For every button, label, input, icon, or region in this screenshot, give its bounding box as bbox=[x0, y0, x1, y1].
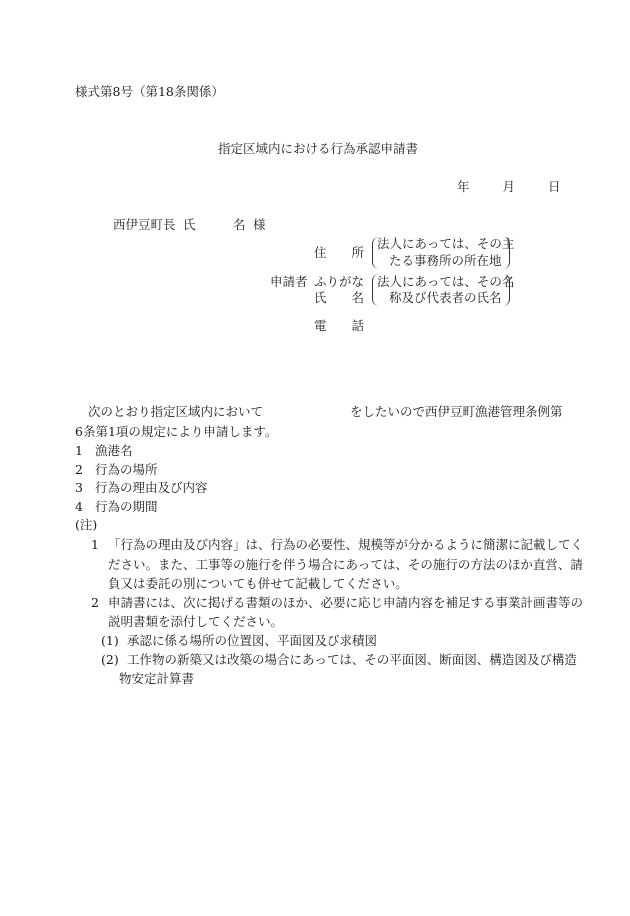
body-line1-end: をしたいので西伊豆町漁港管理条例第 bbox=[350, 404, 563, 419]
date-month: 月 bbox=[502, 179, 515, 194]
subnote-2-number: (2) bbox=[101, 652, 119, 667]
item-1-number: 1 bbox=[75, 443, 83, 458]
addressee-honorific: 様 bbox=[253, 217, 266, 232]
date-line bbox=[457, 181, 560, 194]
applicant-label: 申請者 bbox=[270, 274, 308, 289]
name-note-line1: 法人にあっては、その名 bbox=[377, 274, 515, 289]
item-3-number: 3 bbox=[75, 480, 83, 495]
notes-heading: (注) bbox=[75, 517, 98, 532]
subnote-1-text: 承認に係る場所の位置図、平面図及び求積図 bbox=[127, 633, 378, 648]
note-1-line3: 負又は委託の別についても併せて記載してください。 bbox=[108, 576, 408, 591]
furigana-label: ふりがな bbox=[314, 274, 365, 289]
address-note-line1: 法人にあっては、その主 bbox=[377, 236, 515, 251]
item-1-text: 漁港名 bbox=[95, 443, 133, 458]
date-day: 日 bbox=[547, 179, 561, 194]
name-note-line2: 称及び代表者の氏名 bbox=[389, 290, 502, 305]
item-4-number: 4 bbox=[75, 499, 83, 514]
item-4-text: 行為の期間 bbox=[95, 499, 158, 514]
subnote-2-line2: 物安定計算書 bbox=[119, 671, 195, 686]
item-2-number: 2 bbox=[75, 462, 83, 477]
form-number: 様式第8号（第18条関係） bbox=[75, 84, 224, 99]
note-2-number: 2 bbox=[91, 595, 99, 610]
document-title: 指定区域内における行為承認申請書 bbox=[218, 141, 419, 156]
item-3-text: 行為の理由及び内容 bbox=[95, 480, 208, 495]
subnote-2-line1: 工作物の新築又は改築の場合にあっては、その平面図、断面図、構造図及び構造 bbox=[127, 652, 577, 667]
addressee-office: 西伊豆町長 bbox=[113, 217, 176, 232]
note-2-line2: 説明書類を添付してください。 bbox=[108, 614, 284, 629]
addressee-name-label: 氏 名 bbox=[183, 217, 246, 232]
note-1-line1: 「行為の理由及び内容」は、行為の必要性、規模等が分かるように簡潔に記載してく bbox=[108, 537, 584, 552]
body-line1-start: 次のとおり指定区域内において bbox=[88, 404, 264, 419]
name-label: 氏 名 bbox=[314, 290, 365, 305]
address-note-line2: たる事務所の所在地 bbox=[389, 253, 502, 268]
date-year: 年 bbox=[457, 179, 470, 194]
item-2-text: 行為の場所 bbox=[95, 462, 158, 477]
subnote-1-number: (1) bbox=[101, 633, 119, 648]
address-label: 住 所 bbox=[314, 245, 365, 260]
phone-label: 電 話 bbox=[314, 318, 365, 333]
body-line2: 6条第1項の規定により申請します。 bbox=[75, 424, 278, 439]
note-1-number: 1 bbox=[91, 537, 99, 552]
note-1-line2: ださい。また、工事等の施行を伴う場合にあっては、その施行の方法のほか直営、請 bbox=[108, 557, 583, 572]
note-2-line1: 申請書には、次に掲げる書類のほか、必要に応じ申請内容を補足する事業計画書等の bbox=[108, 595, 584, 610]
